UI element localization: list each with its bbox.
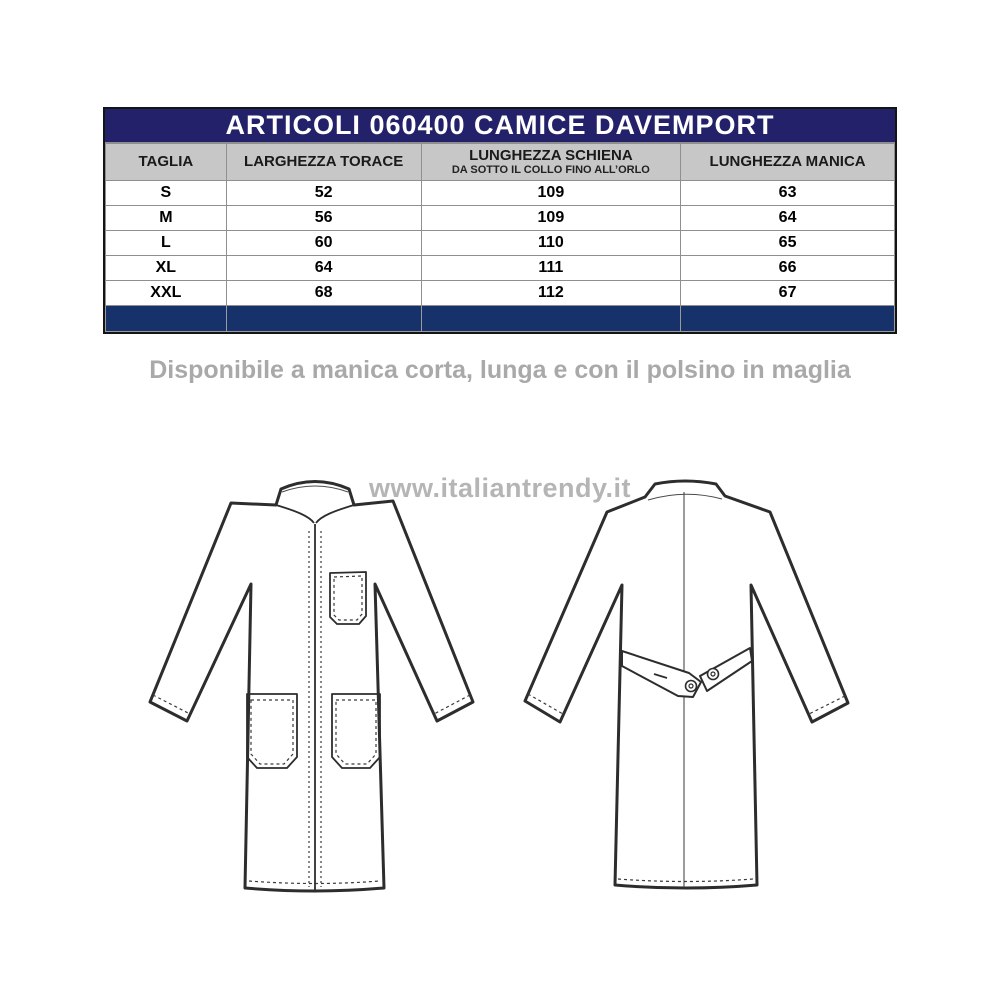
footer-cell <box>106 306 227 332</box>
cell-value: 109 <box>421 206 681 231</box>
cell-value: 111 <box>421 256 681 281</box>
cell-value: 56 <box>226 206 421 231</box>
back-belt-button <box>708 669 719 680</box>
coat-front-silhouette <box>150 482 473 892</box>
col-header-lunghezza-schiena <box>421 144 681 181</box>
cell-size: L <box>106 231 227 256</box>
footer-cell <box>226 306 421 332</box>
cell-value: 60 <box>226 231 421 256</box>
coat-front-drawing <box>150 482 473 892</box>
table-row-s <box>106 181 895 206</box>
col-header-sublabel: DA SOTTO IL COLLO FINO ALL’ORLO <box>451 164 650 177</box>
footer-cell <box>681 306 895 332</box>
col-header-label: LARGHEZZA TORACE <box>244 152 404 170</box>
cell-size: XXL <box>106 281 227 306</box>
coat-back-drawing <box>525 481 848 888</box>
table-row-l <box>106 231 895 256</box>
cell-value: 66 <box>681 256 895 281</box>
availability-note: Disponibile a manica corta, lunga e con il polsino in maglia <box>149 356 851 384</box>
back-belt-button <box>686 681 697 692</box>
cell-value: 64 <box>681 206 895 231</box>
footer-cell <box>421 306 681 332</box>
coat-technical-drawings <box>0 440 1000 1000</box>
table-row-m <box>106 206 895 231</box>
cell-value: 68 <box>226 281 421 306</box>
footer-bar <box>106 306 895 332</box>
cell-value: 110 <box>421 231 681 256</box>
col-header-taglia <box>106 144 227 181</box>
col-header-label: LUNGHEZZA SCHIENA <box>469 146 633 164</box>
cell-size: M <box>106 206 227 231</box>
cell-size: XL <box>106 256 227 281</box>
cell-value: 63 <box>681 181 895 206</box>
header-row <box>106 144 895 181</box>
cell-value: 67 <box>681 281 895 306</box>
cell-size: S <box>106 181 227 206</box>
col-header-larghezza-torace <box>226 144 421 181</box>
col-header-label: LUNGHEZZA MANICA <box>709 152 866 170</box>
col-header-lunghezza-manica <box>681 144 895 181</box>
cell-value: 52 <box>226 181 421 206</box>
table-row-xl <box>106 256 895 281</box>
table-row-xxl <box>106 281 895 306</box>
cell-value: 65 <box>681 231 895 256</box>
watermark-text: www.italiantrendy.it <box>368 473 632 503</box>
size-grid <box>105 143 895 332</box>
table-title: ARTICOLI 060400 CAMICE DAVEMPORT <box>105 109 895 143</box>
cell-value: 112 <box>421 281 681 306</box>
size-table <box>103 107 897 334</box>
cell-value: 109 <box>421 181 681 206</box>
cell-value: 64 <box>226 256 421 281</box>
col-header-label: TAGLIA <box>138 152 194 170</box>
